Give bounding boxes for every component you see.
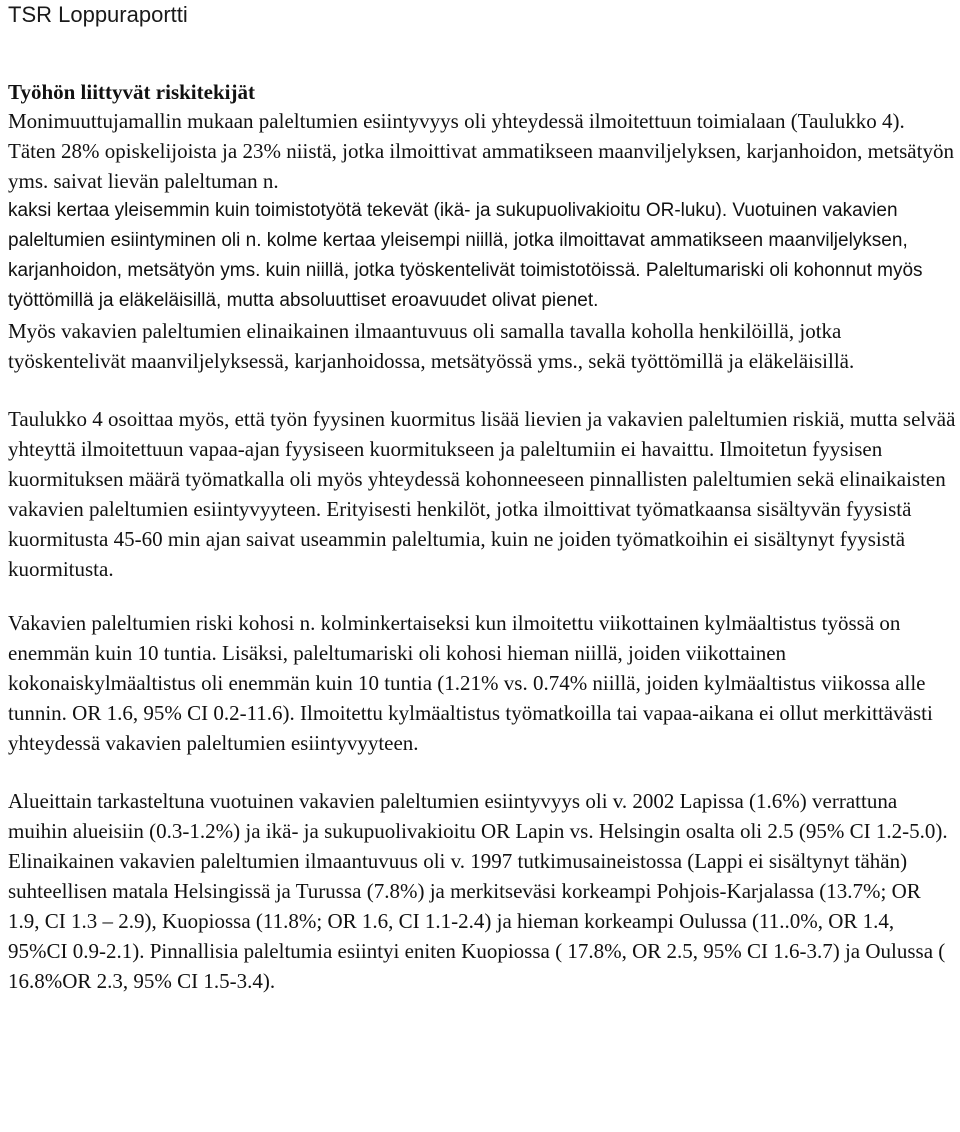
- section-heading: Työhön liittyvät riskitekijät: [8, 80, 255, 104]
- paragraph-3: Vakavien paleltumien riski kohosi n. kolminkertaiseksi kun ilmoitettu viikottainen kylmäaltistus työssä on enemmän kuin 10 tuntia. Lisäksi, paleltumariski oli kohosi hieman niillä, joiden viikottainen kokonaiskylmäaltistus oli enemmän kuin 10 tuntia (1.21% vs. 0.74% niillä, joiden kylmäaltistus viikossa alle tunnin. OR 1.6, 95% CI 0.2-11.6). Ilmoitettu kylmäaltistus työmatkoilla tai vapaa-aikana ei ollut merkittävästi yhteydessä vakavien paleltumien esiintyvyyteen.: [8, 611, 933, 755]
- document-page: [8, 0, 956, 996]
- page-header: TSR Loppuraportti: [8, 2, 188, 27]
- paragraph-1: [8, 106, 956, 376]
- paragraph-4: Alueittain tarkasteltuna vuotuinen vakavien paleltumien esiintyvyys oli v. 2002 Lapissa (1.6%) verrattuna muihin alueisiin (0.3-1.2%) ja ikä- ja sukupuolivakioitu OR Lapin vs. Helsingin osalta oli 2.5 (95% CI 1.2-5.0). Elinaikainen vakavien paleltumien ilmaantuvuus oli v. 1997 tutkimusaineistossa (Lappi ei sisältynyt tähän) suhteellisen matala Helsingissä ja Turussa (7.8%) ja merkitseväsi korkeampi Pohjois-Karjalassa (13.7%; OR 1.9, CI 1.3 – 2.9), Kuopiossa (11.8%; OR 1.6, CI 1.1-2.4) ja hieman korkeampi Oulussa (11..0%, OR 1.4, 95%CI 0.9-2.1). Pinnallisia paleltumia esiintyi eniten Kuopiossa ( 17.8%, OR 2.5, 95% CI 1.6-3.7) ja Oulussa ( 16.8%OR 2.3, 95% CI 1.5-3.4).: [8, 789, 948, 993]
- paragraph-1-part-a: Monimuuttujamallin mukaan paleltumien esiintyvyys oli yhteydessä ilmoitettuun toimialaan (Taulukko 4). Täten 28% opiskelijoista ja 23% niistä, jotka ilmoittivat ammatikseen maanviljelyksen, karjanhoidon, metsätyön yms. saivat lievän paleltuman n.: [8, 109, 954, 193]
- paragraph-1-part-b: kaksi kertaa yleisemmin kuin toimistotyötä tekevät (ikä- ja sukupuolivakioitu OR-luku). Vuotuinen vakavien paleltumien esiintyminen oli n. kolme kertaa yleisempi niillä, jotka ilmoittavat ammatikseen maanviljelyksen, karjanhoidon, metsätyön yms. kuin niillä, jotka työskentelivät toimistotöissä. Paleltumariski oli kohonnut myös työttömillä ja eläkeläisillä, mutta absoluuttiset eroavuudet olivat pienet.: [8, 200, 923, 311]
- paragraph-1-part-c: Myös vakavien paleltumien elinaikainen ilmaantuvuus oli samalla tavalla koholla henkilöillä, jotka työskentelivät maanviljelyksessä, karjanhoidossa, metsätyössä yms., sekä työttömillä ja eläkeläisillä.: [8, 319, 855, 373]
- paragraph-2: Taulukko 4 osoittaa myös, että työn fyysinen kuormitus lisää lievien ja vakavien paleltumien riskiä, mutta selvää yhteyttä ilmoitettuun vapaa-ajan fyysiseen kuormitukseen ja paleltumiin ei havaittu. Ilmoitetun fyysisen kuormituksen määrä työmatkalla oli myös yhteydessä kohonneeseen pinnallisten paleltumien sekä elinaikaisten vakavien paleltumien esiintyvyyteen. Erityisesti henkilöt, jotka ilmoittivat työmatkaansa sisältyvän fyysistä kuormitusta 45-60 min ajan saivat useammin paleltumia, kuin ne joiden työmatkoihin ei sisältynyt fyysistä kuormitusta.: [8, 407, 956, 581]
